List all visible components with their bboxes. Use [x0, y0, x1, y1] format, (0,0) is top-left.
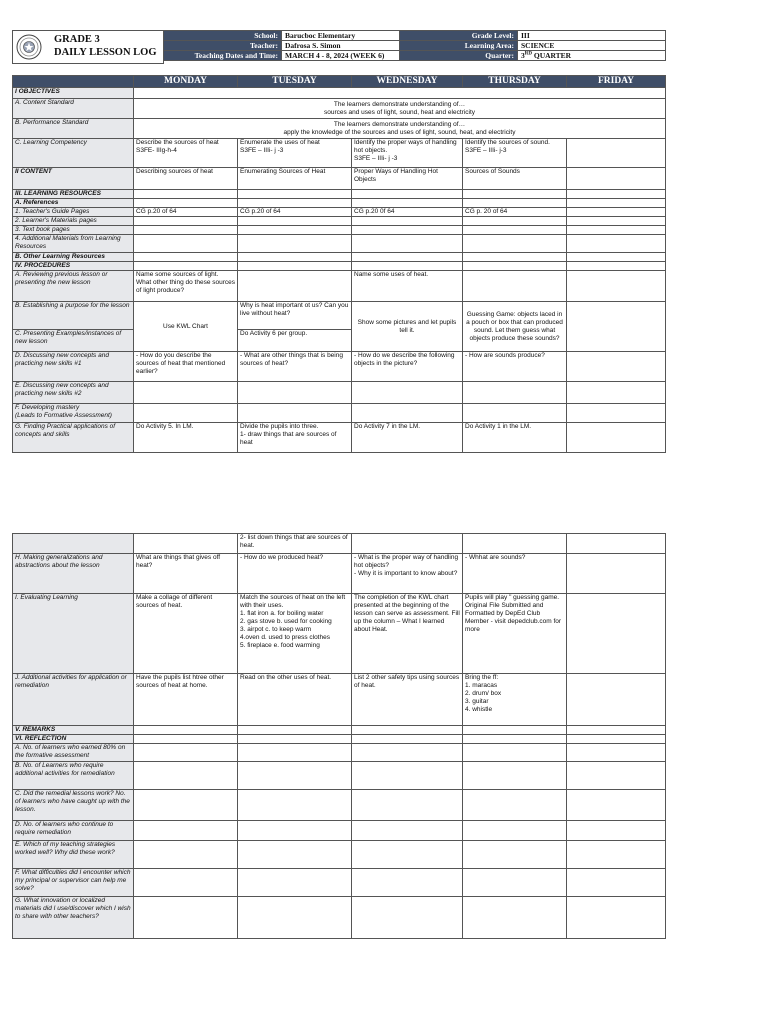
row-proc-h: H. Making generalizations and abstractions about the lesson [13, 554, 134, 594]
row-proc-g-continued [13, 534, 134, 554]
quarter-word: QUARTER [533, 51, 572, 60]
teacher-label: Teacher: [164, 41, 282, 51]
dates-value: MARCH 4 - 8, 2024 (WEEK 6) [282, 51, 400, 61]
competency-tuesday: Enumerate the uses of heat S3FE – IIIi- j -3 [238, 139, 352, 168]
proc-bc-monday: Use KWL Chart [134, 302, 238, 352]
row-other-resources: B. Other Learning Resources [13, 253, 134, 262]
proc-bc-thursday: Guessing Game: objects laced in a pouch or box that can produced sound. Let them guess what objects produce these sounds? [463, 302, 567, 352]
proc-i-monday: Make a collage of different sources of heat. [134, 594, 238, 674]
row-reflection: VI. REFLECTION [13, 735, 134, 744]
proc-d-friday [567, 352, 666, 382]
proc-h-wednesday: - What is the proper way of handling hot objects? - Why it is important to know about? [352, 554, 463, 594]
header-info-table [163, 30, 666, 61]
proc-g-friday [567, 423, 666, 453]
proc-a-tuesday [238, 271, 352, 302]
row-content-standard: A. Content Standard [13, 99, 134, 119]
title-grade: GRADE 3 [54, 34, 100, 45]
lesson-table-page-1 [12, 75, 665, 453]
tg-monday: CG p.20 of 64 [134, 208, 238, 217]
row-ref-c: C. Did the remedial lessons work? No. of learners who have caught up with the lesson. [13, 790, 134, 821]
content-tuesday: Enumerating Sources of Heat [238, 168, 352, 190]
row-proc-j: J. Additional activities for application or remediation [13, 674, 134, 726]
title-log: DAILY LESSON LOG [54, 47, 157, 58]
lesson-log-header [12, 30, 665, 64]
competency-wednesday: Identify the proper ways of handling hot objects. S3FE – IIIi- j -3 [352, 139, 463, 168]
content-friday [567, 168, 666, 190]
row-proc-c: C. Presenting Examples/instances of new lesson [13, 330, 134, 352]
proc-i-friday [567, 594, 666, 674]
tg-friday [567, 208, 666, 217]
proc-d-thursday: - How are sounds produce? [463, 352, 567, 382]
row-ref-b: B. No. of Learners who require additional activities for remediation [13, 762, 134, 790]
school-label: School: [164, 31, 282, 41]
day-header-tuesday: TUESDAY [238, 76, 352, 88]
proc-g-tuesday: Divide the pupils into three. 1- draw things that are sources of heat [238, 423, 352, 453]
row-additional-materials: 4. Additional Materials from Learning Resources [13, 235, 134, 253]
proc-h-monday: What are things that gives off heat? [134, 554, 238, 594]
row-learning-competency: C. Learning Competency [13, 139, 134, 168]
proc-d-wednesday: - How do we describe the following objects in the picture? [352, 352, 463, 382]
proc-a-friday [567, 271, 666, 302]
proc-a-monday: Name some sources of light. What other thing do these sources of light produce? [134, 271, 238, 302]
performance-standard-text: The learners demonstrate understanding of… apply the knowledge of the sources and uses of light, sound, heat, and electricity [134, 119, 666, 139]
proc-a-wednesday: Name some uses of heat. [352, 271, 463, 302]
row-learners-materials: 2. Learner's Materials pages [13, 217, 134, 226]
day-header-monday: MONDAY [134, 76, 238, 88]
deped-seal-icon [16, 34, 42, 60]
proc-i-wednesday: The completion of the KWL chart presented at the beginning of the lesson can serve as assessment. Fill up the column – What I learned about Heat. [352, 594, 463, 674]
proc-i-thursday: Pupils will play " guessing game. Original File Submitted and Formatted by DepEd Club Member - visit depedclub.com for more [463, 594, 567, 674]
objectives-blank [134, 88, 666, 99]
tg-thursday: CG p. 20 of 64 [463, 208, 567, 217]
day-header-thursday: THURSDAY [463, 76, 567, 88]
proc-a-thursday [463, 271, 567, 302]
proc-h-friday [567, 554, 666, 594]
proc-g-monday: Do Activity 5. In LM. [134, 423, 238, 453]
row-ref-g: G. What innovation or localized materials did I use/discover which I wish to share with other teachers? [13, 897, 134, 939]
proc-g-thursday: Do Activity 1 in the LM. [463, 423, 567, 453]
competency-friday [567, 139, 666, 168]
tg-tuesday: CG p.20 of 64 [238, 208, 352, 217]
row-remarks: V. REMARKS [13, 726, 134, 735]
grade-level-label: Grade Level: [400, 31, 518, 41]
lesson-table-page-2 [12, 533, 665, 939]
school-value: Barucboc Elementary [282, 31, 400, 41]
proc-bc-wednesday: Show some pictures and let pupils tell it. [352, 302, 463, 352]
row-ref-e: E. Which of my teaching strategies worked well? Why did these work? [13, 841, 134, 869]
row-textbook: 3. Text book pages [13, 226, 134, 235]
row-learning-resources: III. LEARNING RESOURCES [13, 190, 134, 199]
learning-area-value: SCIENCE [518, 41, 666, 51]
day-header-friday: FRIDAY [567, 76, 666, 88]
proc-h-thursday: - Whhat are sounds? [463, 554, 567, 594]
grade-level-value: III [518, 31, 666, 41]
title-box [12, 30, 164, 64]
day-header-blank [13, 76, 134, 88]
competency-monday: Describe the sources of heat S3FE- IIIg-h-4 [134, 139, 238, 168]
proc-bc-friday [567, 302, 666, 352]
quarter-label: Quarter: [400, 51, 518, 61]
learning-area-label: Learning Area: [400, 41, 518, 51]
quarter-number: 3 [521, 51, 525, 60]
quarter-suffix: RD [524, 51, 532, 57]
teacher-value: Dafrosa S. Simon [282, 41, 400, 51]
quarter-value [518, 51, 666, 61]
row-ref-f: F. What difficulties did I encounter which my principal or supervisor can help me solve? [13, 869, 134, 897]
row-proc-i: I. Evaluating Learning [13, 594, 134, 674]
tg-wednesday: CG p.20 0f 64 [352, 208, 463, 217]
content-thursday: Sources of Sounds [463, 168, 567, 190]
proc-g-wednesday: Do Activity 7 in the LM. [352, 423, 463, 453]
row-proc-e: E. Discussing new concepts and practicing new skills #2 [13, 382, 134, 404]
proc-b-tuesday: Why is heat important ot us? Can you live without heat? [238, 302, 352, 330]
dates-label: Teaching Dates and Time: [164, 51, 282, 61]
row-references: A. References [13, 199, 134, 208]
row-ref-a: A. No. of learners who earned 80% on the formative assessment [13, 744, 134, 762]
title [54, 33, 157, 59]
proc-j-thursday: Bring the ff: 1. maracas 2. drum/ box 3. guitar 4. whistle [463, 674, 567, 726]
row-performance-standard: B. Performance Standard [13, 119, 134, 139]
content-wednesday: Proper Ways of Handling Hot Objects [352, 168, 463, 190]
row-teachers-guide: 1. Teacher's Guide Pages [13, 208, 134, 217]
proc-d-monday: - How do you describe the sources of heat that mentioned earlier? [134, 352, 238, 382]
content-monday: Describing sources of heat [134, 168, 238, 190]
proc-g-tuesday-continued: 2- list down things that are sources of heat. [238, 534, 352, 554]
content-standard-text: The learners demonstrate understanding of… sources and uses of light, sound, heat and electricity [134, 99, 666, 119]
row-objectives: I OBJECTIVES [13, 88, 134, 99]
row-proc-f: F. Developing mastery (Leads to Formative Assessment) [13, 404, 134, 423]
row-proc-b: B. Establishing a purpose for the lesson [13, 302, 134, 330]
row-content: II CONTENT [13, 168, 134, 190]
row-ref-d: D. No. of learners who continue to require remediation [13, 821, 134, 841]
proc-d-tuesday: - What are other things that is being sources of heat? [238, 352, 352, 382]
proc-j-friday [567, 674, 666, 726]
row-proc-d: D. Discussing new concepts and practicing new skills #1 [13, 352, 134, 382]
competency-thursday: Identify the sources of sound. S3FE – IIIi- j-3 [463, 139, 567, 168]
proc-j-wednesday: List 2 other safety tips using sources of heat. [352, 674, 463, 726]
row-proc-a: A. Reviewing previous lesson or presenting the new lesson [13, 271, 134, 302]
row-proc-g: G. Finding Practical applications of concepts and skills [13, 423, 134, 453]
day-header-wednesday: WEDNESDAY [352, 76, 463, 88]
proc-h-tuesday: - How do we produced heat? [238, 554, 352, 594]
proc-j-monday: Have the pupils list htree other sources of heat at home. [134, 674, 238, 726]
row-procedures: IV. PROCEDURES [13, 262, 134, 271]
proc-c-tuesday: Do Activity 6 per group. [238, 330, 352, 352]
proc-j-tuesday: Read on the other uses of heat. [238, 674, 352, 726]
proc-i-tuesday: Match the sources of heat on the left with their uses. 1. flat iron a. for boiling water 2. gas stove b. used for cooking 3. airpot c. to keep warm 4.oven d. used to press clothes 5. fireplace e. food warming [238, 594, 352, 674]
